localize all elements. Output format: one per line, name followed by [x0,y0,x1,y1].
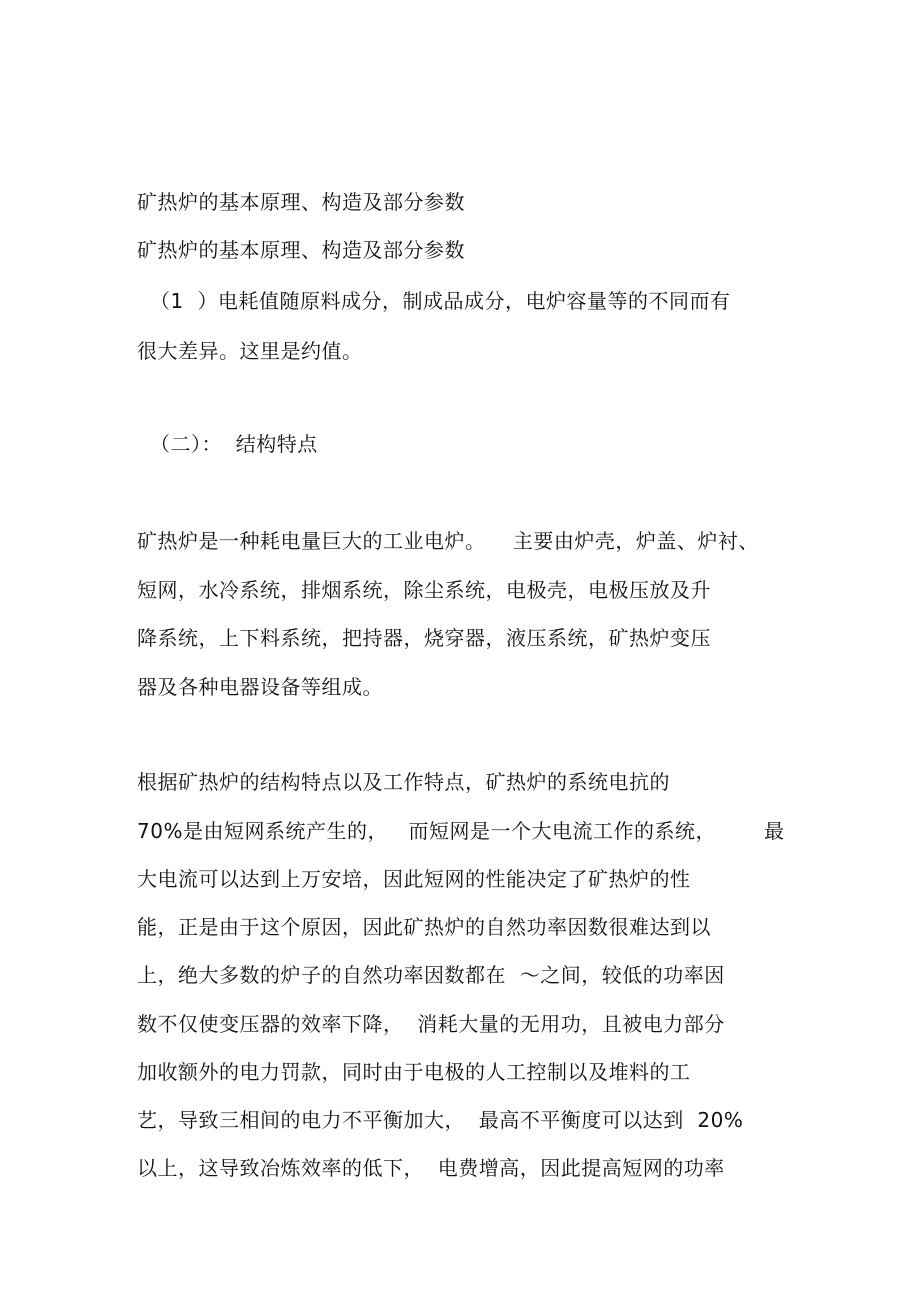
paragraph-line: 根据矿热炉的结构特点以及工作特点，矿热炉的系统电抗的 [137,770,670,794]
document-title: 矿热炉的基本原理、构造及部分参数 [137,190,465,214]
paragraph-line: 器及各种电器设备等组成。 [137,675,383,699]
paragraph-line: 数不仅使变压器的效率下降， 消耗大量的无用功，且被电力部分 [137,1012,725,1036]
paragraph-line: 短网，水冷系统，排烟系统，除尘系统，电极壳，电极压放及升 [137,578,711,602]
paragraph-line: 大电流可以达到上万安培，因此短网的性能决定了矿热炉的性 [137,867,691,891]
paragraph-line: 70%是由短网系统产生的， 而短网是一个大电流工作的系统， 最 [137,819,785,843]
paragraph-line: 上，绝大多数的炉子的自然功率因数都在 ～之间，较低的功率因 [137,963,725,987]
note-line: 很大差异。这里是约值。 [137,339,363,363]
paragraph-line: 加收额外的电力罚款，同时由于电极的人工控制以及堆料的工 [137,1060,691,1084]
paragraph-line: 能，正是由于这个原因，因此矿热炉的自然功率因数很难达到以 [137,915,711,939]
note-line: （1 ）电耗值随原料成分，制成品成分，电炉容量等的不同而有 [150,289,731,313]
paragraph-line: 以上，这导致冶炼效率的低下， 电费增高，因此提高短网的功率 [137,1156,725,1180]
section-heading: （二）： 结构特点 [150,432,318,456]
paragraph-line: 艺，导致三相间的电力不平衡加大， 最高不平衡度可以达到 20% [137,1108,744,1132]
document-title-repeat: 矿热炉的基本原理、构造及部分参数 [137,238,465,262]
paragraph-line: 降系统，上下料系统，把持器，烧穿器，液压系统，矿热炉变压 [137,626,711,650]
paragraph-line: 矿热炉是一种耗电量巨大的工业电炉。 主要由炉壳，炉盖、炉衬、 [137,529,759,553]
